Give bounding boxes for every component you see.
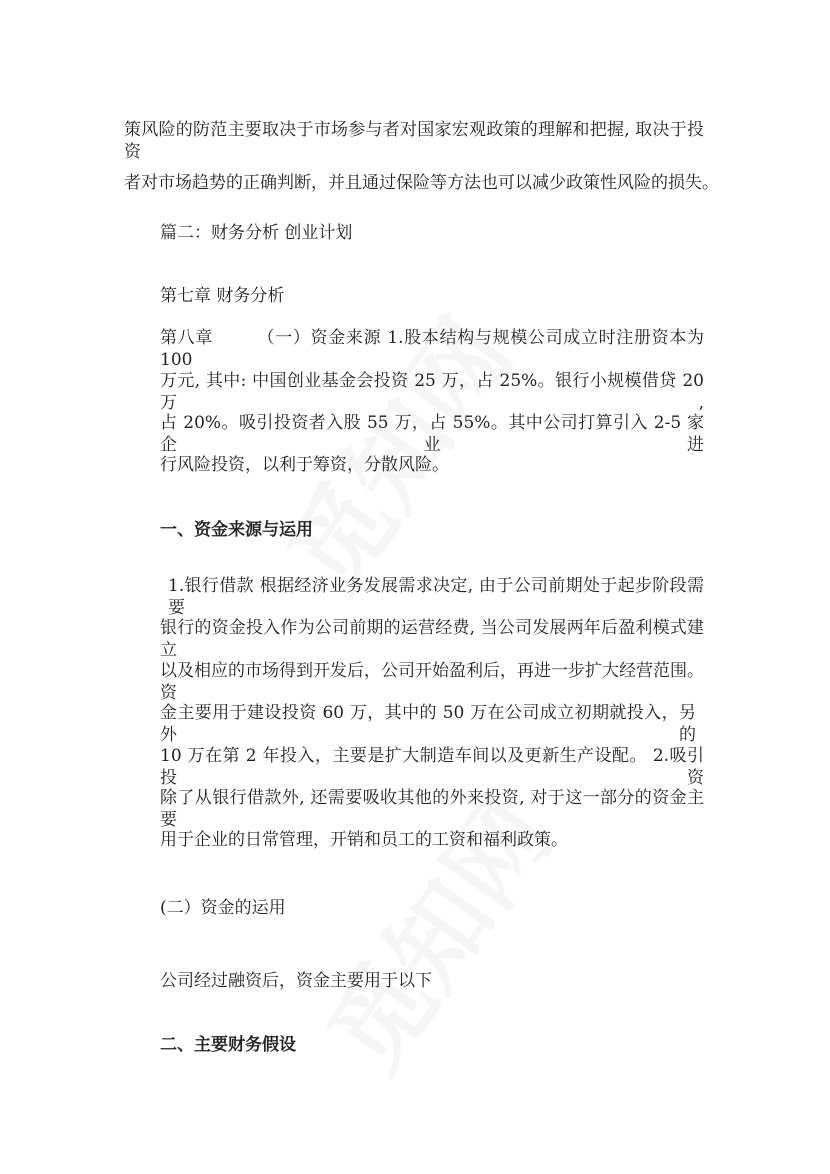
subsection-heading: (二）资金的运用 — [160, 898, 286, 918]
paragraph-line: 以及相应的市场得到开发后，公司开始盈利后，再进一步扩大经营范围。资 — [160, 661, 704, 703]
paragraph-line: 策风险的防范主要取决于市场参与者对国家宏观政策的理解和把握, 取决于投资 — [124, 120, 704, 162]
paragraph-line: 万元, 其中: 中国创业基金会投资 25 万，占 25%。银行小规模借贷 20 万, — [160, 371, 704, 413]
paragraph-line: 占 20%。吸引投资者入股 55 万，占 55%。其中公司打算引入 2-5 家企业进 — [160, 413, 704, 455]
paragraph-line: 公司经过融资后，资金主要用于以下 — [160, 971, 432, 991]
section-heading: 二、主要财务假设 — [160, 1035, 296, 1055]
chapter-heading: 第七章 财务分析 — [160, 286, 285, 306]
paragraph-line: 用于企业的日常管理，开销和员工的工资和福利政策。 — [160, 830, 568, 850]
paragraph-line: 银行的资金投入作为公司前期的运营经费, 当公司发展两年后盈利模式建立 — [160, 618, 704, 660]
paragraph-line: 行风险投资，以利于筹资，分散风险。 — [160, 455, 449, 475]
section-heading: 篇二：财务分析 创业计划 — [160, 223, 353, 243]
paragraph-line: 第八章 （一）资金来源 1.股本结构与规模公司成立时注册资本为 100 — [160, 328, 704, 370]
section-heading: 一、资金来源与运用 — [160, 520, 313, 540]
paragraph-line: 金主要用于建设投资 60 万，其中的 50 万在公司成立初期就投入，另外的 — [160, 703, 696, 745]
paragraph-line: 除了从银行借款外, 还需要吸收其他的外来投资, 对于这一部分的资金主要 — [160, 788, 704, 830]
paragraph-line: 1.银行借款 根据经济业务发展需求决定, 由于公司前期处于起步阶段需要 — [168, 576, 704, 618]
paragraph-line: 者对市场趋势的正确判断，并且通过保险等方法也可以减少政策性风险的损失。 — [124, 173, 719, 193]
paragraph-line: 10 万在第 2 年投入，主要是扩大制造车间以及更新生产设配。 2.吸引投资 — [160, 746, 704, 788]
